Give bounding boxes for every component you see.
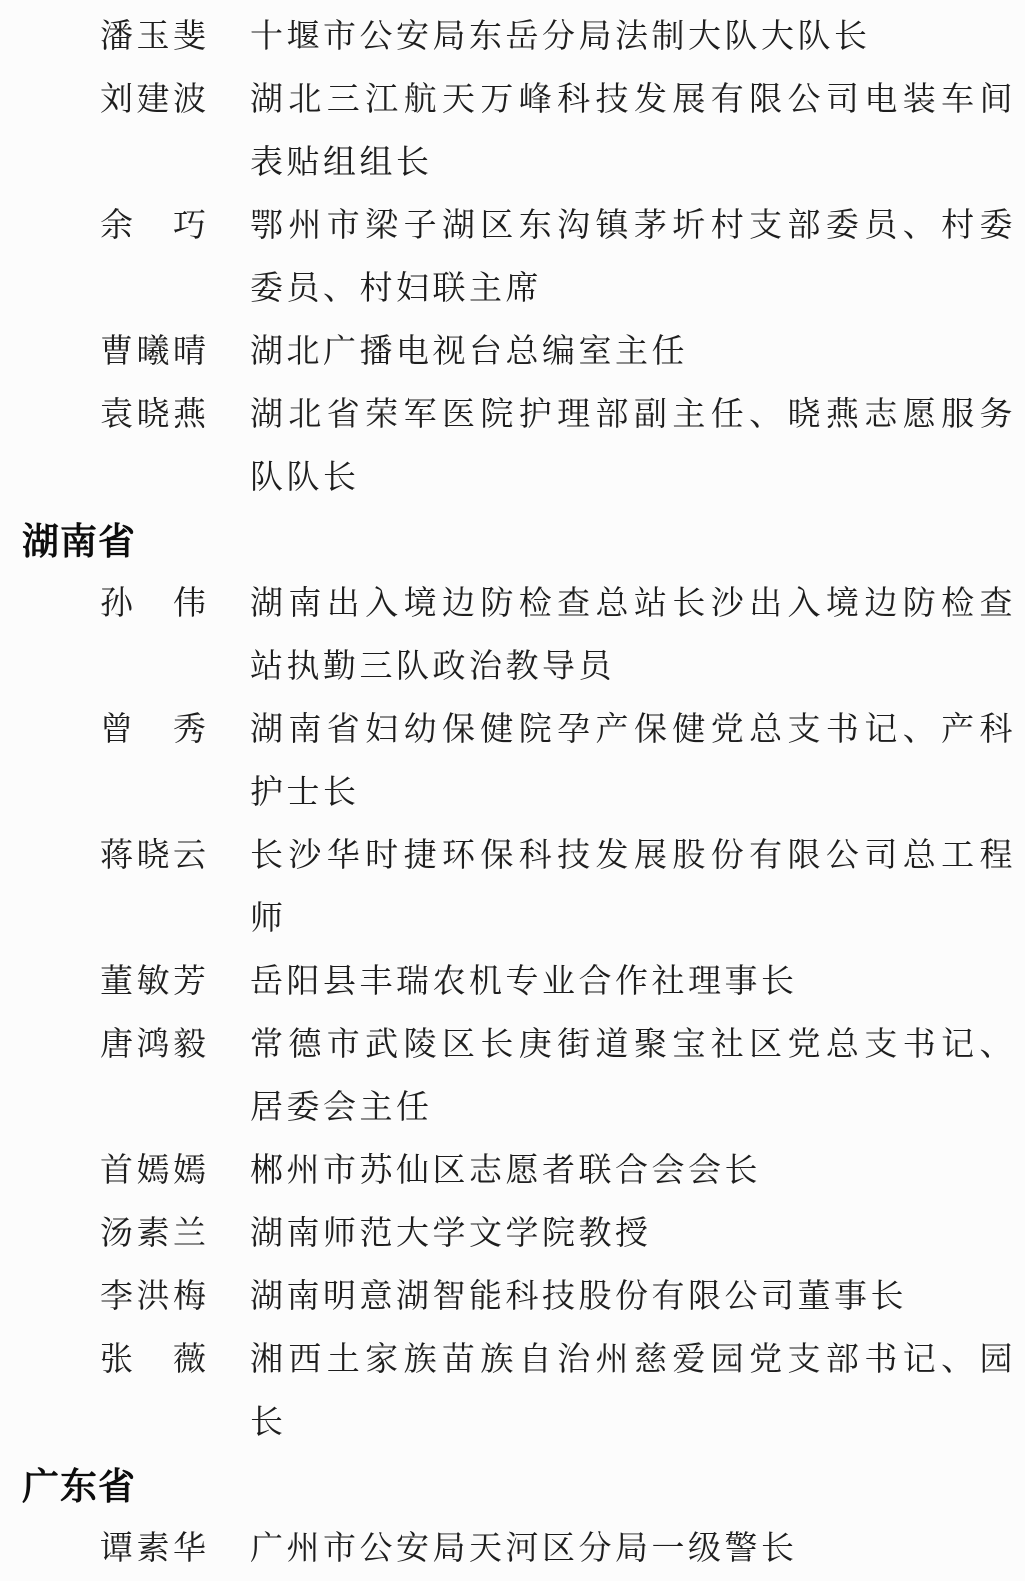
list-item [0, 573, 1025, 699]
person-title: 湖北省荣军医院护理部副主任、晓燕志愿服务队队长 [250, 397, 1016, 496]
list-item [0, 951, 1025, 1014]
list-item [0, 195, 1025, 321]
list-item [0, 384, 1025, 510]
person-title: 湖南省妇幼保健院孕产保健党总支书记、产科护士长 [250, 712, 1016, 811]
person-name: 张 薇 [100, 1342, 210, 1378]
person-title: 湘西土家族苗族自治州慈爱园党支部书记、园长 [250, 1342, 1016, 1441]
list-item [0, 825, 1025, 951]
list-item [0, 699, 1025, 825]
province-header: 湖南省 [22, 521, 136, 562]
person-title: 长沙华时捷环保科技发展股份有限公司总工程师 [250, 838, 1016, 937]
person-title: 广州市公安局天河区分局一级警长 [250, 1531, 798, 1567]
person-name: 董敏芳 [100, 964, 210, 1000]
person-title: 湖北广播电视台总编室主任 [250, 334, 688, 370]
list-item [0, 69, 1025, 195]
list-item [0, 321, 1025, 384]
person-name: 孙 伟 [100, 586, 210, 622]
list-item [0, 1140, 1025, 1203]
person-name: 首嫣嫣 [100, 1153, 210, 1189]
person-title: 鄂州市梁子湖区东沟镇茅圻村支部委员、村委委员、村妇联主席 [250, 208, 1016, 307]
person-name: 刘建波 [100, 82, 210, 118]
list-item [0, 1518, 1025, 1581]
person-title: 常德市武陵区长庚街道聚宝社区党总支书记、居委会主任 [250, 1027, 1016, 1126]
province-header: 广东省 [22, 1466, 136, 1507]
list-item [0, 6, 1025, 69]
person-name: 余 巧 [100, 208, 210, 244]
person-name: 谭素华 [100, 1531, 210, 1567]
list-item [0, 1203, 1025, 1266]
person-title: 十堰市公安局东岳分局法制大队大队长 [250, 19, 871, 55]
person-name: 潘玉斐 [100, 19, 210, 55]
person-title: 湖南出入境边防检查总站长沙出入境边防检查站执勤三队政治教导员 [250, 586, 1016, 685]
person-title: 湖南师范大学文学院教授 [250, 1216, 652, 1252]
person-title: 郴州市苏仙区志愿者联合会会长 [250, 1153, 761, 1189]
person-name: 曹曦晴 [100, 334, 210, 370]
person-title: 湖南明意湖智能科技股份有限公司董事长 [250, 1279, 907, 1315]
honor-roll-list [0, 6, 1025, 1581]
person-title: 岳阳县丰瑞农机专业合作社理事长 [250, 964, 798, 1000]
person-name: 袁晓燕 [100, 397, 210, 433]
list-item [0, 1266, 1025, 1329]
list-item [0, 1329, 1025, 1455]
person-name: 唐鸿毅 [100, 1027, 210, 1063]
list-item [0, 1014, 1025, 1140]
person-name: 李洪梅 [100, 1279, 210, 1315]
person-title: 湖北三江航天万峰科技发展有限公司电装车间表贴组组长 [250, 82, 1016, 181]
person-name: 曾 秀 [100, 712, 210, 748]
person-name: 汤素兰 [100, 1216, 210, 1252]
person-name: 蒋晓云 [100, 838, 210, 874]
